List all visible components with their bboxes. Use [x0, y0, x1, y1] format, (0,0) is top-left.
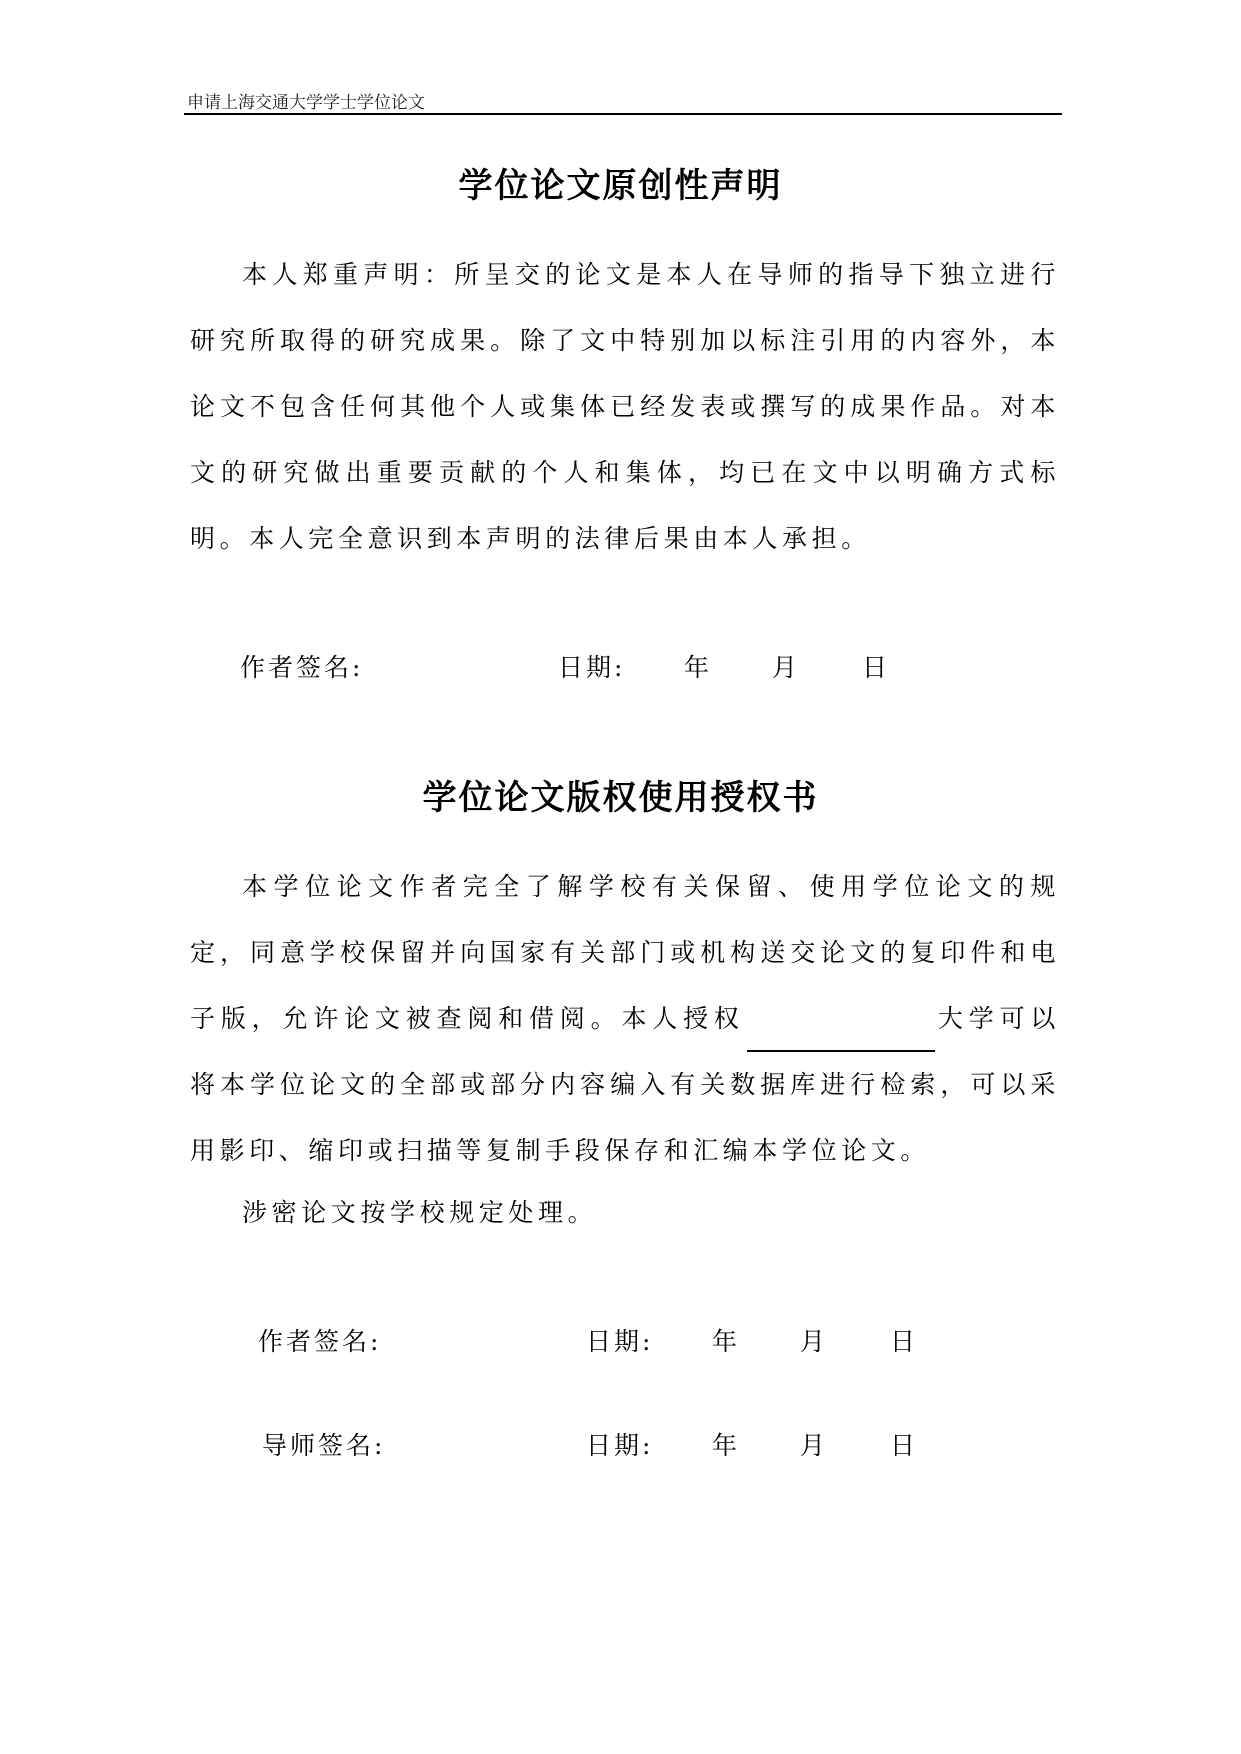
page-header: 申请上海交通大学学士学位论文 [187, 93, 425, 113]
copyright-title: 学位论文版权使用授权书 [422, 778, 819, 818]
university-name-blank[interactable] [747, 1024, 935, 1052]
copyright-body [190, 854, 1060, 1184]
month-label: 月 [800, 1327, 829, 1356]
advisor-signature-label: 导师签名: [262, 1431, 386, 1460]
day-label: 日 [862, 653, 891, 682]
month-label: 月 [800, 1431, 829, 1460]
header-divider [184, 113, 1062, 115]
day-label: 日 [890, 1327, 919, 1356]
year-label: 年 [712, 1431, 741, 1460]
originality-body: 本人郑重声明：所呈交的论文是本人在导师的指导下独立进行研究所取得的研究成果。除了文中特别加以标注引用的内容外，本论文不包含任何其他个人或集体已经发表或撰写的成果作品。对本文的研究做出重要贡献的个人和集体，均已在文中以明确方式标明。本人完全意识到本声明的法律后果由本人承担。 [190, 260, 1060, 553]
copyright-body-part2: 大学可以将本学位论文的全部或部分内容编入有关数据库进行检索，可以采用影印、缩印或扫描等复制手段保存和汇编本学位论文。 [190, 1004, 1060, 1165]
author-signature-label: 作者签名: [240, 653, 364, 682]
author-signature-label: 作者签名: [258, 1327, 382, 1356]
date-label: 日期: [558, 653, 626, 682]
originality-title: 学位论文原创性声明 [458, 166, 783, 206]
date-label: 日期: [586, 1431, 654, 1460]
secret-note: 涉密论文按学校规定处理。 [242, 1198, 598, 1227]
copyright-body-part1: 本学位论文作者完全了解学校有关保留、使用学位论文的规定，同意学校保留并向国家有关部门或机构送交论文的复印件和电子版，允许论文被查阅和借阅。本人授权 [190, 872, 1060, 1033]
year-label: 年 [712, 1327, 741, 1356]
month-label: 月 [772, 653, 801, 682]
year-label: 年 [684, 653, 713, 682]
day-label: 日 [890, 1431, 919, 1460]
date-label: 日期: [586, 1327, 654, 1356]
